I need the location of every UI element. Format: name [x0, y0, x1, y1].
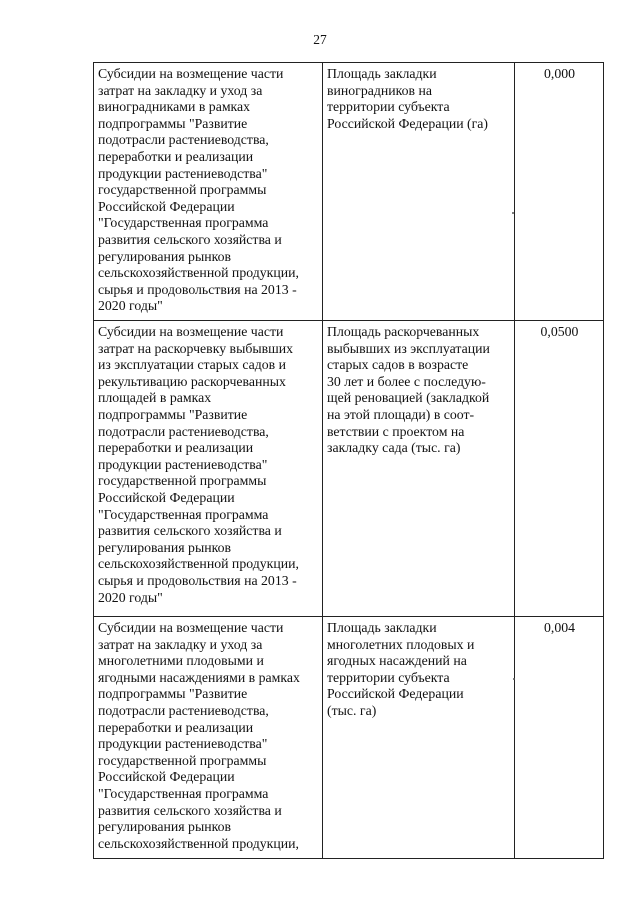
- table-row: [94, 321, 604, 617]
- indicator-value-cell: 0,0500: [515, 321, 604, 617]
- subsidy-description-cell: Субсидии на возмещение части затрат на раскорчевку выбывших из эксплуатации старых садов и рекультивацию раскорчеванных площадей в рамках подпрограммы "Развитие подотрасли растениеводства, переработки и реализации продукции растениеводства" государственной программы Российской Федерации "Государственная программа развития сельского хозяйства и регулирования рынков сельскохозяйственной продукции, сырья и продовольствия на 2013 - 2020 годы": [94, 321, 323, 617]
- indicator-cell: Площадь закладки многолетних плодовых и ягодных насаждений на территории субъекта Российской Федерации (тыс. га): [323, 617, 515, 859]
- subsidy-description-cell: Субсидии на возмещение части затрат на закладку и уход за многолетними плодовыми и ягодными насаждениями в рамках подпрограммы "Развитие подотрасли растениеводства, переработки и реализации продукции растениеводства" государственной программы Российской Федерации "Государственная программа развития сельского хозяйства и регулирования рынков сельскохозяйственной продукции,: [94, 617, 323, 859]
- page-number: 27: [313, 32, 327, 47]
- scan-speck: [512, 212, 514, 214]
- indicator-value-cell: 0,004: [515, 617, 604, 859]
- indicator-value-cell: 0,000: [515, 63, 604, 321]
- scan-speck: [513, 678, 515, 680]
- indicator-cell: Площадь раскорчеванных выбывших из эксплуатации старых садов в возрасте 30 лет и более с последую- щей реновацией (закладкой на этой площади) в соот- ветствии с проектом на закладку сада (тыс. га): [323, 321, 515, 617]
- indicator-cell: Площадь закладки виноградников на территории субъекта Российской Федерации (га): [323, 63, 515, 321]
- subsidy-table: [93, 62, 604, 859]
- subsidy-description-cell: Субсидии на возмещение части затрат на закладку и уход за виноградниками в рамках подпрограммы "Развитие подотрасли растениеводства, переработки и реализации продукции растениеводства" государственной программы Российской Федерации "Государственная программа развития сельского хозяйства и регулирования рынков сельскохозяйственной продукции, сырья и продовольствия на 2013 - 2020 годы": [94, 63, 323, 321]
- table-row: [94, 63, 604, 321]
- table-row: [94, 617, 604, 859]
